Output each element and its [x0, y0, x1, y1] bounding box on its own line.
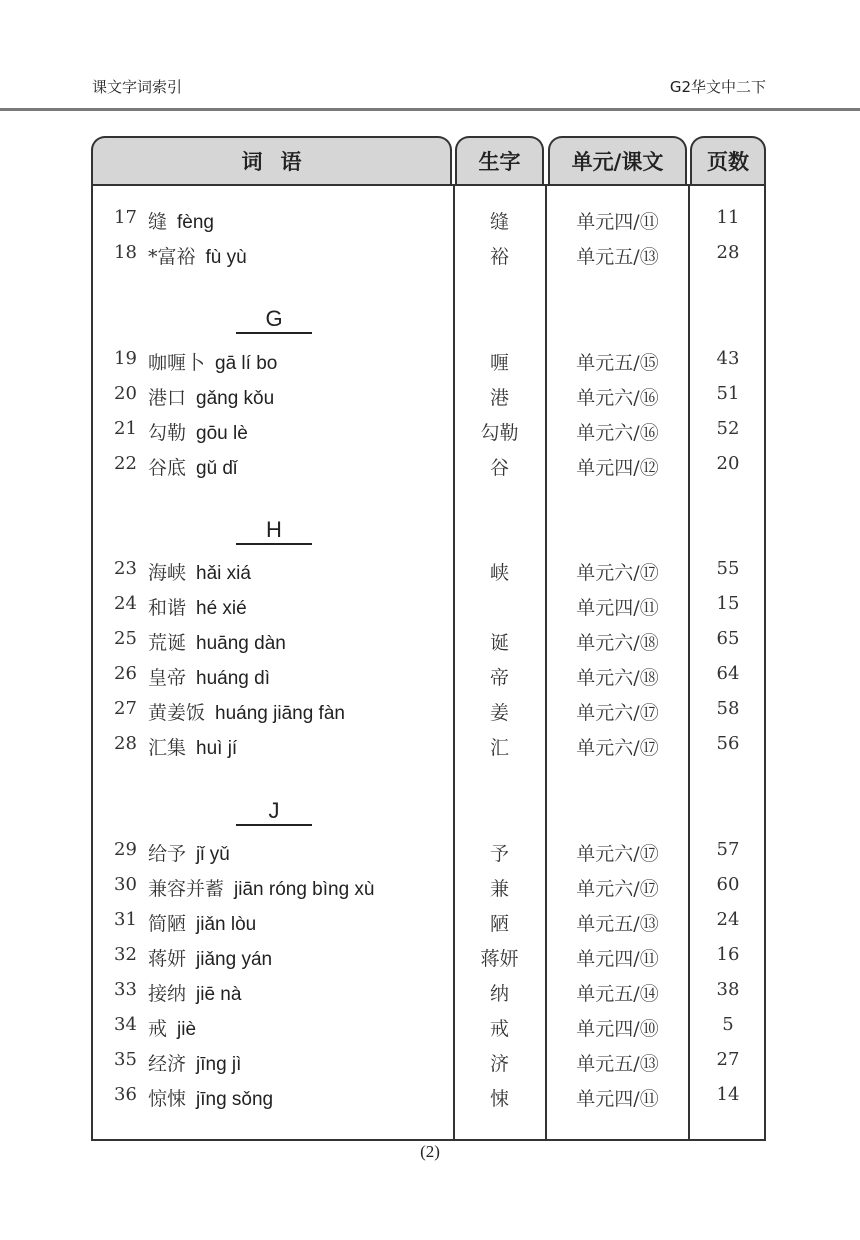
entry-word [148, 909, 256, 936]
entry-unit-lesson: 单元六/⑰ [576, 737, 659, 759]
word-pinyin: huì jí [196, 738, 238, 759]
word-pinyin: jīng sǒng [196, 1089, 274, 1110]
word-pinyin: fù yù [205, 247, 247, 268]
table-row [0, 979, 860, 1009]
header-rule [0, 108, 860, 111]
section-letter: J [236, 798, 312, 826]
table-row [0, 663, 860, 693]
column-header-char: 生字 [455, 136, 544, 184]
running-head-title: 课文字词索引 [92, 78, 183, 96]
column-header-page: 页数 [690, 136, 766, 184]
entry-new-char: 蒋妍 [480, 948, 519, 970]
word-hanzi: 港口 [148, 387, 187, 409]
entry-number: 22 [114, 453, 137, 474]
word-hanzi: 和谐 [148, 597, 187, 619]
table-row [0, 909, 860, 939]
entry-number: 17 [114, 207, 137, 228]
entry-word [148, 348, 277, 375]
entry-new-char: 帝 [489, 667, 509, 689]
entry-number: 20 [114, 383, 137, 404]
entry-page: 64 [716, 663, 740, 684]
word-pinyin: gǎng kǒu [196, 388, 275, 409]
entry-number: 31 [114, 909, 137, 930]
word-pinyin: jiē nà [196, 984, 242, 1005]
entry-word [148, 593, 247, 620]
entry-page: 27 [716, 1049, 740, 1070]
entry-new-char: 诞 [489, 632, 509, 654]
entry-unit-lesson: 单元六/⑰ [576, 702, 659, 724]
entry-number: 29 [114, 839, 137, 860]
word-hanzi: 蒋妍 [148, 948, 187, 970]
entry-unit-lesson: 单元四/⑩ [576, 1018, 659, 1040]
word-hanzi: 谷底 [148, 457, 187, 479]
word-hanzi: 勾勒 [148, 422, 187, 444]
entry-word [148, 1014, 196, 1041]
entry-page: 43 [716, 348, 740, 369]
table-row [0, 944, 860, 974]
entry-word [148, 242, 247, 269]
entry-word [148, 944, 272, 971]
entry-new-char: 峡 [489, 562, 509, 584]
table-row [0, 1084, 860, 1114]
column-header-word: 词语 [91, 136, 452, 184]
entry-page: 5 [722, 1014, 734, 1035]
entry-number: 27 [114, 698, 137, 719]
word-hanzi: 经济 [148, 1053, 187, 1075]
entry-unit-lesson: 单元六/⑱ [576, 632, 659, 654]
entry-word [148, 698, 345, 725]
entry-number: 21 [114, 418, 137, 439]
entry-page: 24 [716, 909, 740, 930]
word-pinyin: jiǎng yán [196, 949, 273, 970]
entry-unit-lesson: 单元六/⑰ [576, 843, 659, 865]
entry-number: 35 [114, 1049, 137, 1070]
word-pinyin: huāng dàn [196, 633, 286, 654]
entry-word [148, 1084, 273, 1111]
entry-new-char: 汇 [489, 737, 509, 759]
entry-page: 11 [716, 207, 740, 228]
entry-new-char: 纳 [489, 983, 509, 1005]
table-row [0, 1014, 860, 1044]
entry-page: 60 [716, 874, 740, 895]
entry-unit-lesson: 单元六/⑯ [576, 387, 659, 409]
column-header-unit: 单元/课文 [548, 136, 687, 184]
entry-new-char: 悚 [489, 1088, 509, 1110]
entry-word [148, 733, 237, 760]
entry-number: 18 [114, 242, 137, 263]
word-pinyin: jiǎn lòu [196, 914, 257, 935]
word-pinyin: gǔ dǐ [196, 458, 238, 479]
word-pinyin: huáng dì [196, 668, 270, 689]
word-hanzi: 简陋 [148, 913, 187, 935]
entry-number: 36 [114, 1084, 137, 1105]
word-hanzi: 兼容并蓄 [148, 878, 225, 900]
entry-new-char: 陋 [489, 913, 509, 935]
word-pinyin: hǎi xiá [196, 563, 251, 584]
entry-page: 58 [716, 698, 740, 719]
entry-word [148, 453, 237, 480]
word-pinyin: gōu lè [196, 423, 248, 444]
table-row [0, 558, 860, 588]
entry-word [148, 979, 241, 1006]
entry-word [148, 663, 270, 690]
entry-number: 26 [114, 663, 137, 684]
entry-new-char: 济 [489, 1053, 509, 1075]
table-row [0, 383, 860, 413]
entry-number: 25 [114, 628, 137, 649]
entry-unit-lesson: 单元五/⑬ [576, 246, 659, 268]
entry-page: 28 [716, 242, 740, 263]
page-number: (2) [420, 1142, 440, 1161]
table-row [0, 593, 860, 623]
entry-page: 38 [716, 979, 740, 1000]
entry-unit-lesson: 单元四/⑫ [576, 457, 659, 479]
running-head-book: G2华文中二下 [669, 78, 766, 96]
table-row [0, 628, 860, 658]
section-letter: H [236, 517, 312, 545]
table-row [0, 418, 860, 448]
word-pinyin: gā lí bo [215, 353, 278, 374]
entry-unit-lesson: 单元四/⑪ [576, 948, 659, 970]
entry-number: 23 [114, 558, 137, 579]
word-pinyin: hé xié [196, 598, 247, 619]
entry-word [148, 207, 214, 234]
entry-number: 28 [114, 733, 137, 754]
entry-number: 33 [114, 979, 137, 1000]
entry-page: 20 [716, 453, 740, 474]
word-pinyin: jīng jì [196, 1054, 242, 1075]
word-pinyin: jǐ yǔ [196, 844, 230, 865]
entry-word [148, 383, 274, 410]
entry-new-char: 兼 [489, 878, 509, 900]
table-row [0, 1049, 860, 1079]
entry-new-char: 予 [489, 843, 509, 865]
entry-page: 57 [716, 839, 740, 860]
entry-page: 16 [716, 944, 740, 965]
word-hanzi: 戒 [148, 1018, 168, 1040]
word-pinyin: fèng [177, 212, 214, 233]
entry-new-char: 缝 [489, 211, 509, 233]
entry-page: 51 [716, 383, 740, 404]
entry-unit-lesson: 单元五/⑬ [576, 1053, 659, 1075]
word-hanzi: 咖喱卜 [148, 352, 206, 374]
entry-unit-lesson: 单元五/⑭ [576, 983, 659, 1005]
entry-page: 14 [716, 1084, 740, 1105]
entry-word [148, 628, 286, 655]
entry-new-char: 裕 [489, 246, 509, 268]
entry-page: 52 [716, 418, 740, 439]
section-letter: G [236, 306, 312, 334]
entry-number: 19 [114, 348, 137, 369]
entry-unit-lesson: 单元六/⑰ [576, 878, 659, 900]
entry-unit-lesson: 单元四/⑪ [576, 211, 659, 233]
entry-word [148, 839, 230, 866]
entry-unit-lesson: 单元四/⑪ [576, 597, 659, 619]
table-row [0, 839, 860, 869]
table-row [0, 698, 860, 728]
entry-new-char: 勾勒 [480, 422, 519, 444]
entry-unit-lesson: 单元六/⑱ [576, 667, 659, 689]
entry-number: 32 [114, 944, 137, 965]
word-pinyin: jiān róng bìng xù [234, 879, 375, 900]
entry-page: 15 [716, 593, 740, 614]
entry-page: 56 [716, 733, 740, 754]
word-pinyin: huáng jiāng fàn [215, 703, 345, 724]
entry-new-char: 姜 [489, 702, 509, 724]
entry-word [148, 418, 248, 445]
word-hanzi: 汇集 [148, 737, 187, 759]
entry-new-char: 喱 [489, 352, 509, 374]
word-hanzi: 海峡 [148, 562, 187, 584]
entry-word [148, 1049, 241, 1076]
word-hanzi: 接纳 [148, 983, 187, 1005]
word-hanzi: 给予 [148, 843, 187, 865]
entry-word [148, 874, 375, 901]
entry-number: 30 [114, 874, 137, 895]
word-hanzi: 皇帝 [148, 667, 187, 689]
entry-unit-lesson: 单元五/⑮ [576, 352, 659, 374]
entry-page: 55 [716, 558, 740, 579]
entry-unit-lesson: 单元四/⑪ [576, 1088, 659, 1110]
table-row [0, 207, 860, 237]
table-row [0, 874, 860, 904]
entry-new-char: 谷 [489, 457, 509, 479]
entry-new-char: 戒 [489, 1018, 509, 1040]
word-hanzi: 荒诞 [148, 632, 187, 654]
word-hanzi: 缝 [148, 211, 168, 233]
entry-unit-lesson: 单元六/⑯ [576, 422, 659, 444]
entry-word [148, 558, 251, 585]
entry-page: 65 [716, 628, 740, 649]
word-hanzi: 黄姜饭 [148, 702, 206, 724]
table-row [0, 453, 860, 483]
entry-unit-lesson: 单元五/⑬ [576, 913, 659, 935]
table-row [0, 348, 860, 378]
entry-new-char: 港 [489, 387, 509, 409]
entry-number: 24 [114, 593, 137, 614]
table-row [0, 242, 860, 272]
word-hanzi: *富裕 [148, 246, 196, 268]
word-hanzi: 惊悚 [148, 1088, 187, 1110]
entry-number: 34 [114, 1014, 137, 1035]
entry-unit-lesson: 单元六/⑰ [576, 562, 659, 584]
word-pinyin: jiè [177, 1019, 197, 1040]
table-row [0, 733, 860, 763]
